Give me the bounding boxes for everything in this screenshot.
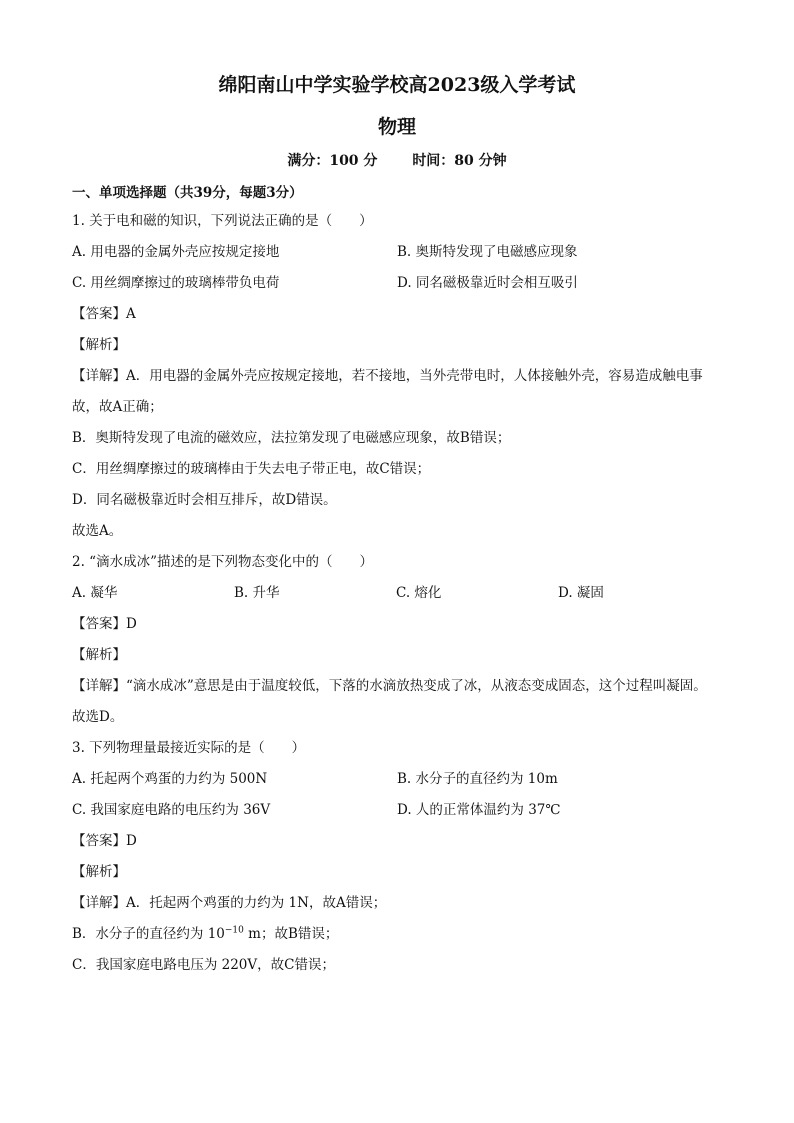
q3-options-row2 [72,795,722,826]
q2-option-d: D. 凝固 [558,585,604,601]
q3-detail-c: C．我国家庭电路电压为 220V，故C错误； [72,957,335,973]
q1-detail-d: D．同名磁极靠近时会相互排斥，故D错误。 [72,492,337,508]
q2-analysis: 【解析】 [72,647,126,663]
q1-answer: 【答案】A [72,306,136,322]
q2-stem: 2. “滴水成冰”描述的是下列物态变化中的（ ） [72,554,373,570]
q3-analysis: 【解析】 [72,864,126,880]
q3-option-c: C. 我国家庭电路的电压约为 36V [72,802,271,818]
q3-detail-b-exponent: −10 [224,925,244,936]
q2-options [72,578,722,609]
q3-options-row1 [72,764,722,795]
q2-option-b: B. 升华 [234,585,280,601]
q2-detail: 【详解】“滴水成冰”意思是由于温度较低，下落的水滴放热变成了冰，从液态变成固态，这个过程叫凝固。 [72,678,707,694]
q3-stem: 3. 下列物理量最接近实际的是（ ） [72,740,306,756]
q1-option-a: A. 用电器的金属外壳应按规定接地 [72,244,280,260]
q1-detail-c: C．用丝绸摩擦过的玻璃棒由于失去电子带正电，故C错误； [72,461,431,477]
exam-subject: 物理 [377,116,416,138]
q1-options-row2 [72,268,722,299]
q1-option-d: D. 同名磁极靠近时会相互吸引 [397,275,578,291]
exam-meta [0,150,794,170]
q1-analysis: 【解析】 [72,337,126,353]
exam-title: 绵阳南山中学实验学校高2023级入学考试 [218,74,576,96]
section-title: 一、单项选择题（共39分，每题3分） [72,185,303,201]
full-score: 满分：100 分 [287,153,378,169]
q2-option-a: A. 凝华 [72,585,118,601]
q2-option-c: C. 熔化 [396,585,442,601]
q3-option-d: D. 人的正常体温约为 37℃ [397,802,561,818]
q3-option-a: A. 托起两个鸡蛋的力约为 500N [72,771,268,787]
q2-conclusion: 故选D。 [72,709,124,725]
q3-detail-b-post: m；故B错误； [243,926,339,942]
q2-answer: 【答案】D [72,616,137,632]
exam-content [72,180,722,981]
q3-option-b: B. 水分子的直径约为 10m [397,771,558,787]
q1-stem: 1. 关于电和磁的知识，下列说法正确的是（ ） [72,213,373,229]
q3-detail-b-pre: B．水分子的直径约为 10 [72,926,225,942]
q3-detail-a: 【详解】A．托起两个鸡蛋的力约为 1N，故A错误； [72,895,387,911]
q3-detail-b [72,919,722,950]
q1-options-row1 [72,237,722,268]
q1-detail-b: B．奥斯特发现了电流的磁效应，法拉第发现了电磁感应现象，故B错误； [72,430,511,446]
exam-time: 时间：80 分钟 [412,153,507,169]
q1-detail-a: 【详解】A．用电器的金属外壳应按规定接地，若不接地，当外壳带电时，人体接触外壳，容易造成触电事故，故A正确； [72,368,703,415]
q1-option-b: B. 奥斯特发现了电磁感应现象 [397,244,578,260]
q3-answer: 【答案】D [72,833,137,849]
q1-option-c: C. 用丝绸摩擦过的玻璃棒带负电荷 [72,275,280,291]
q1-conclusion: 故选A。 [72,523,123,539]
